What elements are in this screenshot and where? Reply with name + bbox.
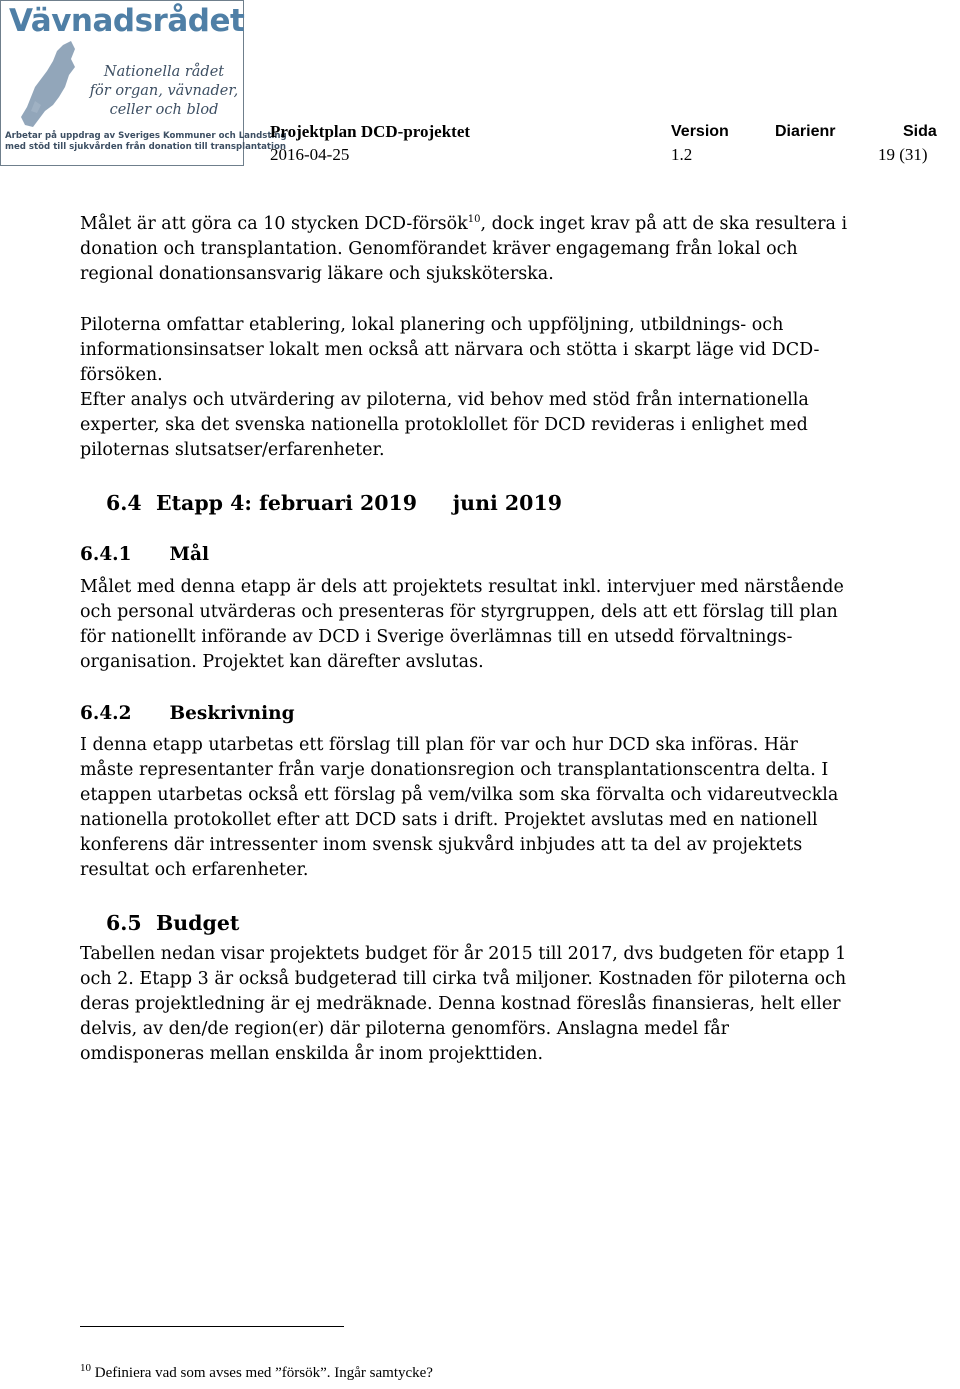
paragraph-goal: Målet är att göra ca 10 stycken DCD-försök$^{10}$, dock inget krav på att de ska resultera i donation och transplantation. Genomförandet kräver engagemang från lokal och regional donationsansvarig läkare och sjuksköterska.	[80, 214, 848, 284]
paragraph-pilots: Piloterna omfattar etablering, lokal planering och uppföljning, utbildnings- och informationsinsatser lokalt men också att närvara och stötta i skarpt läge vid DCD- försöken.	[80, 315, 820, 385]
page-label: Sida	[903, 123, 937, 140]
heading-6-4: 6.4 Etapp 4: februari 2019 juni 2019	[106, 491, 562, 515]
paragraph-beskrivning: I denna etapp utarbetas ett förslag till plan för var och hur DCD ska införas. Här måste representanter från varje donationsregion och transplantationscentra delta. I etappen utarbetas också ett förslag på vem/vilka som ska förvalta och vidareutveckla nationella protokollet efter att DCD sats i drift. Projektet avslutas med en nationell konferens där intressenter inom svensk sjukvård inbjudes att ta del av projektets resultat och erfarenheter.	[80, 735, 839, 880]
footnote-ref[interactable]: 10	[467, 214, 481, 226]
paragraph-analysis: Efter analys och utvärdering av piloterna, vid behov med stöd från internationella experter, ska det svenska nationella protoklollet för DCD revideras i enlighet med piloternas slutsatser/erfarenheter.	[80, 390, 809, 460]
page-number: 19 (31)	[878, 145, 928, 164]
version-label: Version	[671, 123, 729, 140]
heading-6-4-2: 6.4.2 Beskrivning	[80, 703, 295, 724]
logo-name: Vävnadsrådet	[9, 3, 245, 39]
footnote	[80, 1362, 433, 1382]
footnote-number: 10	[80, 1362, 91, 1374]
footnote-separator	[80, 1326, 344, 1327]
document-date: 2016-04-25	[270, 145, 350, 164]
heading-6-4-1: 6.4.1 Mål	[80, 544, 209, 565]
logo-footer: Arbetar på uppdrag av Sveriges Kommuner och Landsting med stöd till sjukvården från donation till transplantation	[5, 131, 287, 152]
paragraph-budget: Tabellen nedan visar projektets budget för år 2015 till 2017, dvs budgeten för etapp 1 och 2. Etapp 3 är också budgeterad till cirka två miljoner. Kostnaden för piloterna och deras projektledning är ej medräknade. Denna kostnad föreslås finansieras, helt eller delvis, av den/de region(er) där piloterna genomförs. Anslagna medel får omdisponeras mellan enskilda år inom projekttiden.	[80, 944, 847, 1064]
version-value: 1.2	[671, 145, 693, 164]
document-title: Projektplan DCD-projektet	[270, 122, 471, 141]
diarienr-label: Diarienr	[775, 123, 836, 140]
logo-tagline: Nationella rådet för organ, vävnader, celler och blod	[89, 64, 239, 118]
footnote-text: Definiera vad som avses med ”försök”. Ingår samtycke?	[94, 1365, 433, 1381]
vavnadsradet-logo	[0, 0, 287, 166]
heading-6-5: 6.5 Budget	[106, 911, 240, 935]
paragraph-mal: Målet med denna etapp är dels att projektets resultat inkl. intervjuer med närstående och personal utvärderas och presenteras för styrgruppen, dels att ett förslag till plan för nationellt införande av DCD i Sverige överlämnas till en utsedd förvaltnings- organisation. Projektet kan därefter avslutas.	[80, 577, 844, 672]
